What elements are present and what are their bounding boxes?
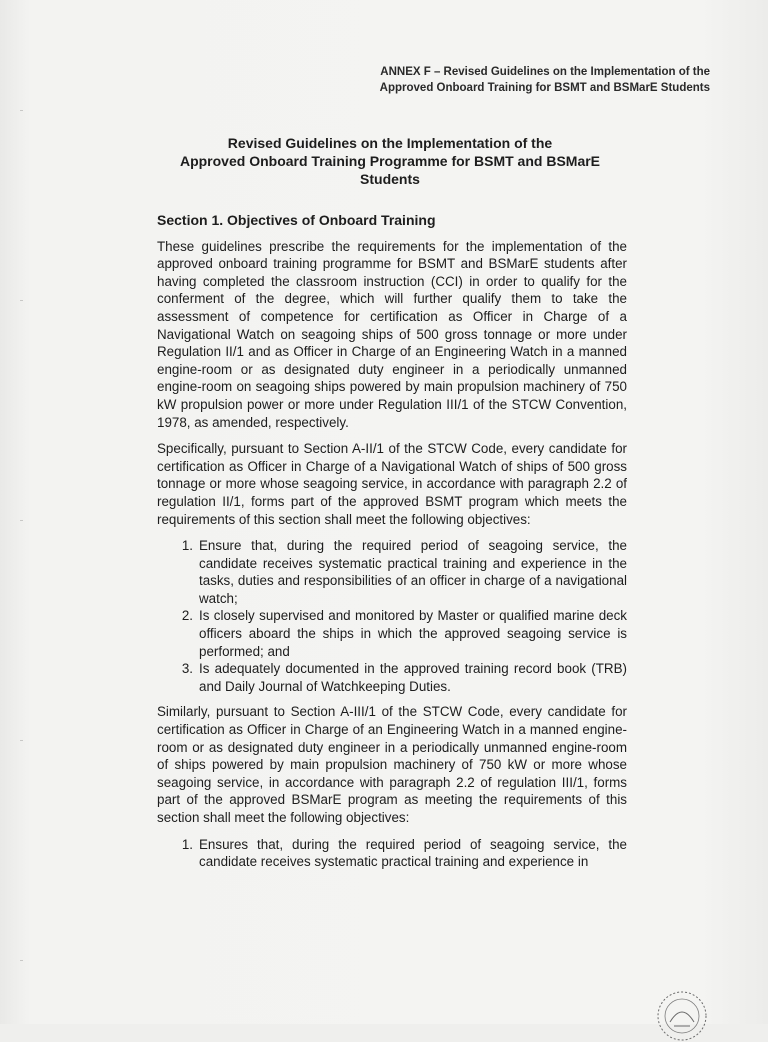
list-text: Ensures that, during the required period of seagoing service, the candidate receives systematic practical training and experience in: [199, 836, 627, 870]
annex-line-2: Approved Onboard Training for BSMT and BSMarE Students: [379, 82, 710, 94]
list-item: [157, 836, 627, 871]
bsmare-objectives-list: [157, 836, 627, 871]
list-text: Ensure that, during the required period of seagoing service, the candidate receives systematic practical training and experience in the tasks, duties and responsibilities of an officer in charge of a navigational watch;: [199, 538, 627, 606]
list-item: [157, 607, 627, 660]
paragraph-bsmare: Similarly, pursuant to Section A-III/1 of the STCW Code, every candidate for certification as Officer in Charge of an Engineering Watch in a manned engine-room or as designated duty engineer in a periodically unmanned engine-room of ships powered by main propulsion machinery of 750 kW or more whose seagoing service, in accordance with paragraph 2.2 of regulation III/1, forms part of the approved BSMarE program as meeting the requirements of this section shall meet the following objectives:: [157, 704, 627, 825]
document-title: [150, 134, 630, 188]
list-text: Is closely supervised and monitored by Master or qualified marine deck officers aboard the ships in which the approved seagoing service is performed; and: [199, 608, 627, 659]
paragraph-intro: These guidelines prescribe the requirements for the implementation of the approved onboard training programme for BSMT and BSMarE students after having completed the classroom instruction (CCI) in order to qualify for the conferment of the degree, which will further qualify them to take the assessment of competence for certification as Officer in Charge of a Navigational Watch on seagoing ships of 500 gross tonnage or more under Regulation II/1 and as Officer in Charge of an Engineering Watch in a manned engine-room or as designated duty engineer in a periodically unmanned engine-room on seagoing ships powered by main propulsion machinery of 750 kW propulsion power or more under Regulation III/1 of the STCW Convention, 1978, as amended, respectively.: [157, 238, 627, 430]
document-body: [157, 212, 627, 879]
paragraph-bsmt: Specifically, pursuant to Section A-II/1 of the STCW Code, every candidate for certification as Officer in Charge of a Navigational Watch of ships of 500 gross tonnage or more whose seagoing service, in accordance with paragraph 2.2 of regulation II/1, forms part of the approved BSMT program which meets the requirements of this section shall meet the following objectives:: [157, 441, 627, 527]
title-line-1: Revised Guidelines on the Implementation of the: [227, 135, 553, 151]
list-item: [157, 660, 627, 695]
bsmt-objectives-list: [157, 537, 627, 695]
list-number: 2.: [181, 608, 193, 624]
annex-line-1: ANNEX F – Revised Guidelines on the Implementation of the: [380, 66, 710, 78]
list-item: [157, 537, 627, 607]
list-number: 1.: [181, 836, 193, 852]
official-seal-icon: [652, 982, 712, 1042]
list-text: Is adequately documented in the approved training record book (TRB) and Daily Journal of Watchkeeping Duties.: [199, 661, 627, 694]
section-heading: Section 1. Objectives of Onboard Training: [157, 212, 436, 228]
title-line-2: Approved Onboard Training Programme for BSMT and BSMarE: [179, 153, 601, 169]
annex-header: [360, 64, 710, 96]
list-number: 3.: [181, 661, 193, 677]
list-number: 1.: [181, 538, 193, 554]
title-line-3: Students: [360, 171, 420, 187]
